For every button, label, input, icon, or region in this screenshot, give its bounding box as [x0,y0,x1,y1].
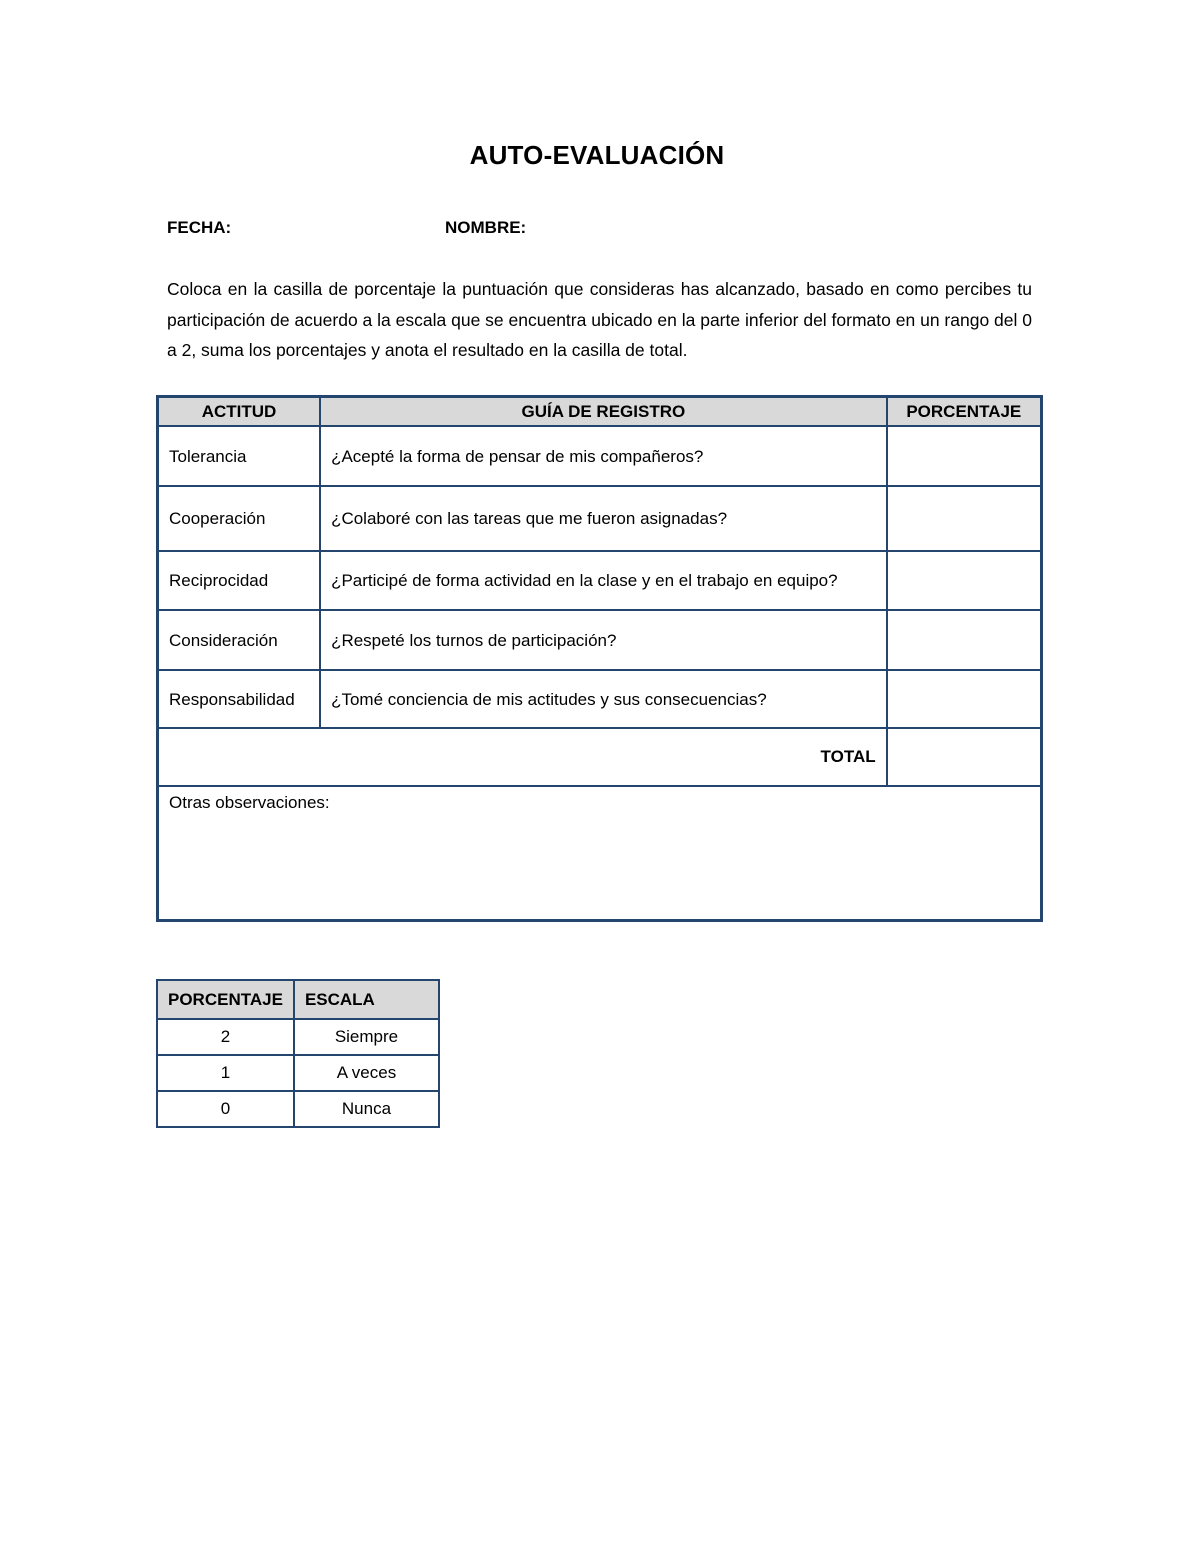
scale-label: Siempre [294,1019,439,1055]
table-row [158,486,1042,551]
scale-table [156,979,440,1128]
nombre-label: NOMBRE: [445,218,527,237]
total-input-cell[interactable] [887,728,1042,786]
header-guide: GUÍA DE REGISTRO [320,397,887,427]
scale-row [157,1019,439,1055]
percentage-input-cell[interactable] [887,551,1042,610]
evaluation-table [156,395,1043,922]
evaluation-header-row [158,397,1042,427]
scale-header-row [157,980,439,1019]
percentage-input-cell[interactable] [887,670,1042,728]
table-row [158,670,1042,728]
scale-header-scale: ESCALA [294,980,439,1019]
attitude-cell: Reciprocidad [158,551,321,610]
scale-header-percentage: PORCENTAJE [157,980,294,1019]
attitude-cell: Responsabilidad [158,670,321,728]
observations-label: Otras observaciones: [169,793,330,812]
scale-value: 1 [157,1055,294,1091]
observations-cell[interactable] [158,786,1042,921]
percentage-input-cell[interactable] [887,486,1042,551]
total-row [158,728,1042,786]
percentage-input-cell[interactable] [887,610,1042,670]
guide-cell: ¿Acepté la forma de pensar de mis compañeros? [320,426,887,486]
scale-value: 0 [157,1091,294,1127]
page-title: AUTO-EVALUACIÓN [469,140,725,170]
table-row [158,610,1042,670]
header-attitude: ACTITUD [158,397,321,427]
attitude-cell: Cooperación [158,486,321,551]
observations-row [158,786,1042,921]
scale-row [157,1091,439,1127]
scale-label: A veces [294,1055,439,1091]
guide-cell: ¿Tomé conciencia de mis actitudes y sus consecuencias? [320,670,887,728]
scale-label: Nunca [294,1091,439,1127]
table-row [158,426,1042,486]
guide-cell: ¿Colaboré con las tareas que me fueron asignadas? [320,486,887,551]
attitude-cell: Tolerancia [158,426,321,486]
percentage-input-cell[interactable] [887,426,1042,486]
guide-cell: ¿Participé de forma actividad en la clase y en el trabajo en equipo? [320,551,887,610]
guide-cell: ¿Respeté los turnos de participación? [320,610,887,670]
attitude-cell: Consideración [158,610,321,670]
scale-value: 2 [157,1019,294,1055]
table-row [158,551,1042,610]
header-percentage: PORCENTAJE [887,397,1042,427]
fecha-label: FECHA: [167,218,232,237]
total-label: TOTAL [158,728,887,786]
instructions-paragraph: Coloca en la casilla de porcentaje la puntuación que consideras has alcanzado, basado en como percibes tu participación de acuerdo a la escala que se encuentra ubicado en la parte inferior del formato en un rango del 0 a 2, suma los porcentajes y anota el resultado en la casilla de total. [167,279,1032,360]
scale-row [157,1055,439,1091]
